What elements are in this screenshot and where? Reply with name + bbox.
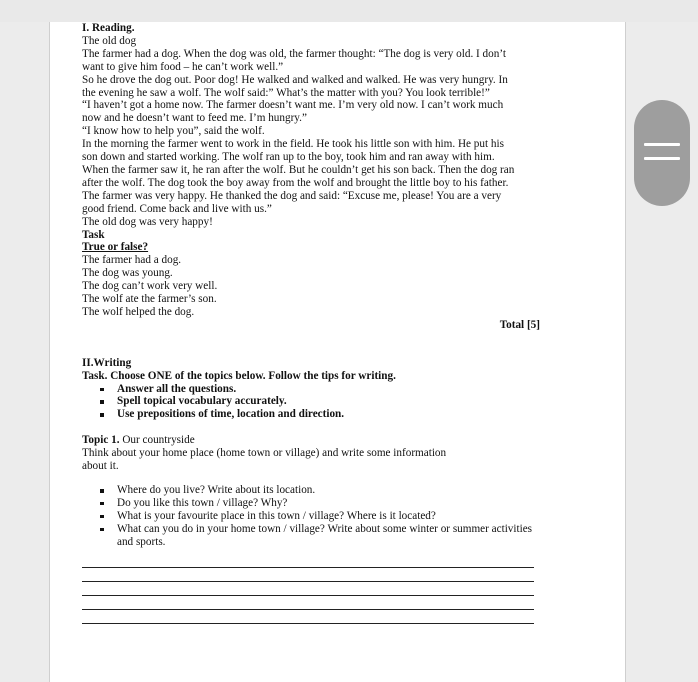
story-line: good friend. Come back and live with us.” [82, 202, 272, 215]
statement: The dog was young. [82, 267, 173, 280]
true-false-label: True or false? [82, 241, 149, 254]
story-line: after the wolf. The dog took the boy away from the wolf and brought the little boy to his father. [82, 176, 509, 189]
writing-task: Task. Choose ONE of the topics below. Follow the tips for writing. [82, 369, 396, 382]
tip-item: Use prepositions of time, location and direction. [82, 408, 538, 421]
reading-heading: I. Reading. [82, 22, 135, 34]
tip-item: Spell topical vocabulary accurately. [82, 395, 538, 408]
topic-label: Topic 1. [82, 434, 120, 447]
answer-line [82, 582, 534, 596]
topic-name: Our countryside [119, 434, 195, 447]
answer-lines [82, 555, 538, 624]
answer-line [82, 555, 534, 569]
writing-heading: II.Writing [82, 356, 132, 369]
story-line: “I know how to help you”, said the wolf. [82, 125, 265, 138]
document-content [82, 22, 538, 624]
question-item: Do you like this town / village? Why? [82, 497, 538, 510]
story-line: When the farmer saw it, he ran after the wolf. But he couldn’t get his son back. Then the dog ran [82, 163, 515, 176]
answer-line [82, 596, 534, 610]
scroll-handle[interactable] [634, 100, 690, 206]
statement: The dog can’t work very well. [82, 280, 218, 293]
question-item: Where do you live? Write about its location. [82, 484, 538, 497]
topic-title [82, 434, 538, 447]
task-label: Task [82, 228, 105, 241]
grip-line-icon [644, 143, 680, 146]
story-line: In the morning the farmer went to work in the field. He took his little son with him. He put his [82, 138, 504, 151]
tips-list [82, 383, 538, 422]
grip-line-icon [644, 157, 680, 160]
statement: The wolf ate the farmer’s son. [82, 293, 217, 306]
story-line: The old dog was very happy! [82, 215, 213, 228]
total-score: Total [5] [499, 318, 540, 331]
story-title: The old dog [82, 34, 137, 47]
story-line: So he drove the dog out. Poor dog! He walked and walked and walked. He was very hungry. In [82, 73, 508, 86]
tip-item: Answer all the questions. [82, 383, 538, 396]
question-list [82, 484, 538, 549]
topic-intro: about it. [82, 460, 119, 473]
answer-line [82, 568, 534, 582]
story-line: “I haven’t got a home now. The farmer doesn’t want me. I’m very old now. I can’t work much [82, 99, 504, 112]
question-item: What is your favourite place in this town / village? Where is it located? [82, 510, 538, 523]
story-line: want to give him food – he can’t work well.” [82, 60, 284, 73]
question-item: What can you do in your home town / village? Write about some winter or summer activities and sports. [82, 523, 538, 549]
statement: The farmer had a dog. [82, 254, 182, 267]
story-line: now and he doesn’t want to feed me. I’m hungry.” [82, 112, 307, 125]
spacer [82, 473, 538, 484]
story-line: The farmer had a dog. When the dog was old, the farmer thought: “The dog is very old. I don’t [82, 47, 506, 60]
spacer [82, 332, 538, 357]
statement: The wolf helped the dog. [82, 305, 195, 318]
viewer-top-bar [0, 0, 698, 22]
topic-intro: Think about your home place (home town or village) and write some information [82, 447, 447, 460]
statement-list [82, 254, 538, 319]
answer-line [82, 610, 534, 624]
spacer [82, 421, 538, 434]
story-line: son down and started working. The wolf ran up to the boy, took him and ran away with him. [82, 151, 495, 164]
story-line: the evening he saw a wolf. The wolf said:” What’s the matter with you? You look terrible!” [82, 86, 490, 99]
story-line: The farmer was very happy. He thanked the dog and said: “Excuse me, please! You are a very [82, 189, 502, 202]
story-text [82, 48, 538, 229]
